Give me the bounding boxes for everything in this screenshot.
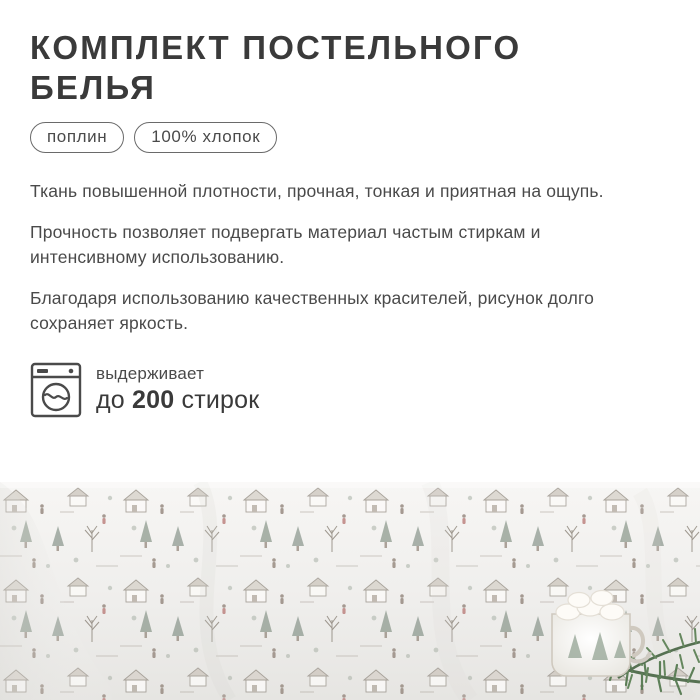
washing-machine-icon (30, 362, 82, 418)
durability-value-suffix: стирок (174, 386, 260, 414)
durability-caption: выдерживает (96, 364, 205, 383)
durability-value-prefix: до (96, 386, 133, 414)
product-photo (0, 482, 700, 700)
description-paragraph-3: Благодаря использованию качественных красителей, рисунок долго сохраняет яркость. (30, 288, 595, 333)
badge-list (30, 122, 670, 153)
durability-text (96, 364, 259, 416)
durability-block (30, 362, 670, 418)
durability-value (96, 384, 259, 416)
description-paragraph-1: Ткань повышенной плотности, прочная, тонкая и приятная на ощупь. (30, 181, 604, 201)
description-paragraph-2: Прочность позволяет подвергать материал частым стиркам и интенсивному использованию. (30, 222, 541, 267)
durability-value-number: 200 (132, 386, 175, 414)
badge-fabric: поплин (30, 122, 124, 153)
page-title: КОМПЛЕКТ ПОСТЕЛЬНОГО БЕЛЬЯ (30, 29, 522, 106)
badge-composition: 100% хлопок (134, 122, 277, 153)
